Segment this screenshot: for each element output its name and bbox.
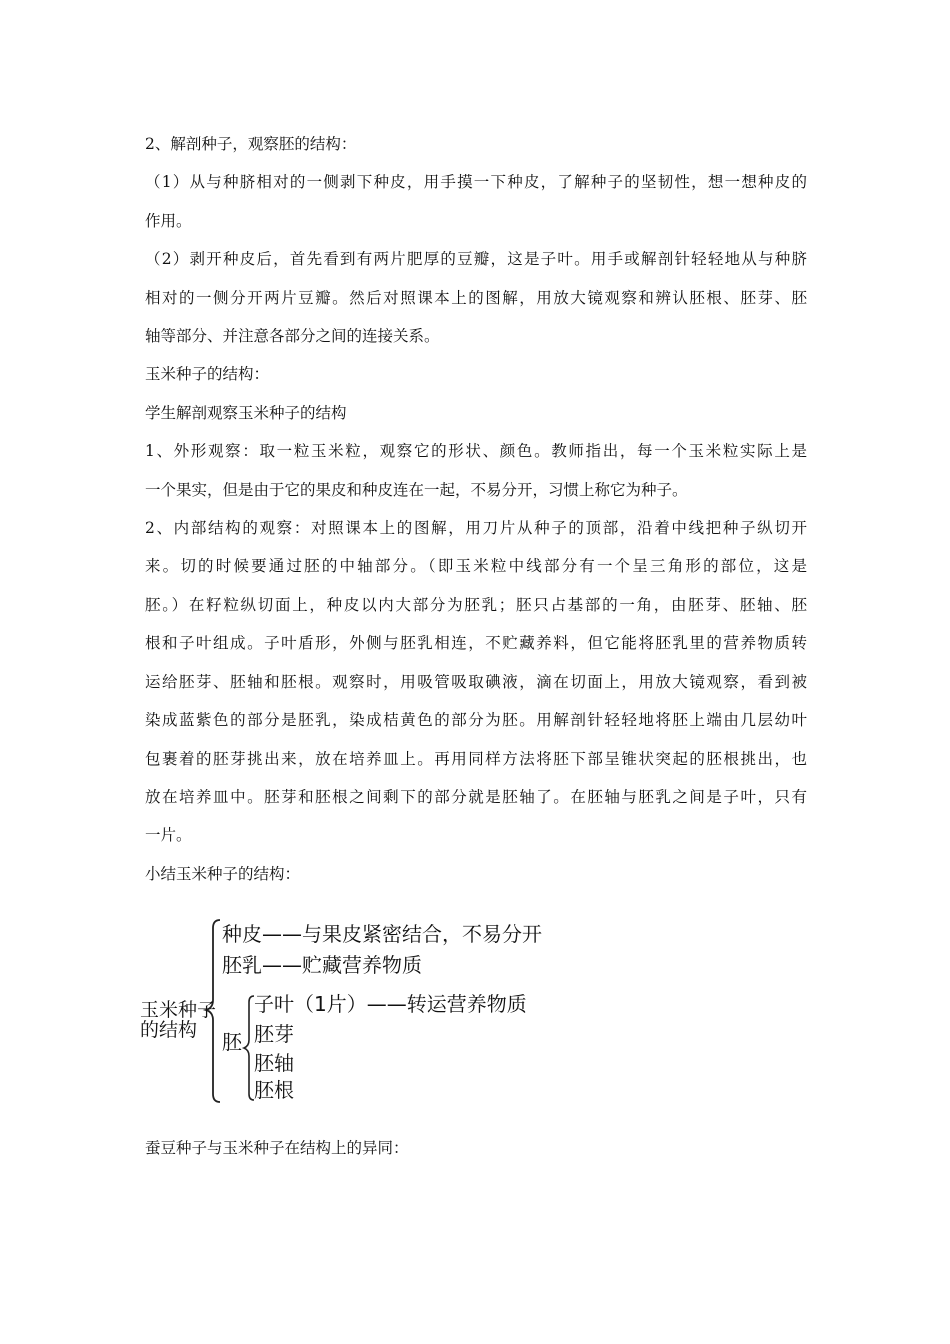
plumule-label: 胚芽 <box>254 1022 294 1046</box>
paragraph-external-line2: 一个果实，但是由于它的果皮和种皮连在一起，不易分开，习惯上称它为种子。 <box>145 480 688 499</box>
paragraph-heading-dissect: 2、解剖种子，观察胚的结构： <box>145 135 357 153</box>
endosperm-label: 胚乳——贮藏营养物质 <box>222 953 422 977</box>
paragraph-internal-line3: 胚。）在籽粒纵切面上，种皮以内大部分为胚乳；胚只占基部的一角，由胚芽、胚轴、胚 <box>145 595 807 614</box>
paragraph-step1-line2: 作用。 <box>145 211 192 230</box>
paragraph-step2-line2: 相对的一侧分开两片豆瓣。然后对照课本上的图解，用放大镜观察和辨认胚根、胚芽、胚 <box>145 288 807 307</box>
body-text <box>145 125 807 893</box>
paragraph-internal-line1: 2、内部结构的观察：对照课本上的图解，用刀片从种子的顶部，沿着中线把种子纵切开 <box>145 519 807 538</box>
root-label <box>140 1000 216 1040</box>
paragraph-internal-line8: 放在培养皿中。胚芽和胚根之间剩下的部分就是胚轴了。在胚轴与胚乳之间是子叶，只有 <box>145 787 807 806</box>
embryo-brace-icon <box>244 996 254 1100</box>
root-label-line1: 玉米种子 <box>140 999 217 1021</box>
comparison-heading: 蚕豆种子与玉米种子在结构上的异同： <box>145 1139 409 1157</box>
paragraph-corn-heading: 玉米种子的结构： <box>145 365 270 384</box>
cotyledon-label: 子叶（1片）——转运营养物质 <box>254 992 527 1016</box>
paragraph-internal-line9: 一片。 <box>145 826 192 845</box>
paragraph-internal-line2: 来。切的时候要通过胚的中轴部分。（即玉米粒中线部分有一个呈三角形的部位，这是 <box>145 557 807 576</box>
paragraph-external-line1: 1、外形观察：取一粒玉米粒，观察它的形状、颜色。教师指出，每一个玉米粒实际上是 <box>145 442 807 461</box>
paragraph-internal-line5: 运给胚芽、胚轴和胚根。观察时，用吸管吸取碘液，滴在切面上，用放大镜观察，看到被 <box>145 672 807 691</box>
paragraph-step1-line1: （1）从与种脐相对的一侧剥下种皮，用手摸一下种皮，了解种子的坚韧性，想一想种皮的 <box>145 173 807 192</box>
paragraph-internal-line7: 包裹着的胚芽挑出来，放在培养皿上。再用同样方法将胚下部呈锥状突起的胚根挑出，也 <box>145 749 807 768</box>
seed-coat-label: 种皮——与果皮紧密结合，不易分开 <box>222 922 542 946</box>
paragraph-step2-line3: 轴等部分、并注意各部分之间的连接关系。 <box>145 327 440 346</box>
paragraph-summary-heading: 小结玉米种子的结构： <box>145 864 301 883</box>
embryo-label: 胚 <box>222 1030 242 1054</box>
paragraph-internal-line6: 染成蓝紫色的部分是胚乳，染成桔黄色的部分为胚。用解剖针轻轻地将胚上端由几层幼叶 <box>145 711 807 730</box>
paragraph-step2-line1: （2）剥开种皮后，首先看到有两片肥厚的豆瓣，这是子叶。用手或解剖针轻轻地从与种脐 <box>145 250 807 269</box>
corn-seed-structure-diagram <box>140 916 540 1108</box>
paragraph-internal-line4: 根和子叶组成。子叶盾形，外侧与胚乳相连，不贮藏养料，但它能将胚乳里的营养物质转 <box>145 634 807 653</box>
radicle-label: 胚根 <box>254 1078 294 1102</box>
hypocotyl-label: 胚轴 <box>254 1051 294 1075</box>
root-label-line2: 的结构 <box>140 1019 198 1041</box>
paragraph-student-activity: 学生解剖观察玉米种子的结构 <box>145 403 347 422</box>
